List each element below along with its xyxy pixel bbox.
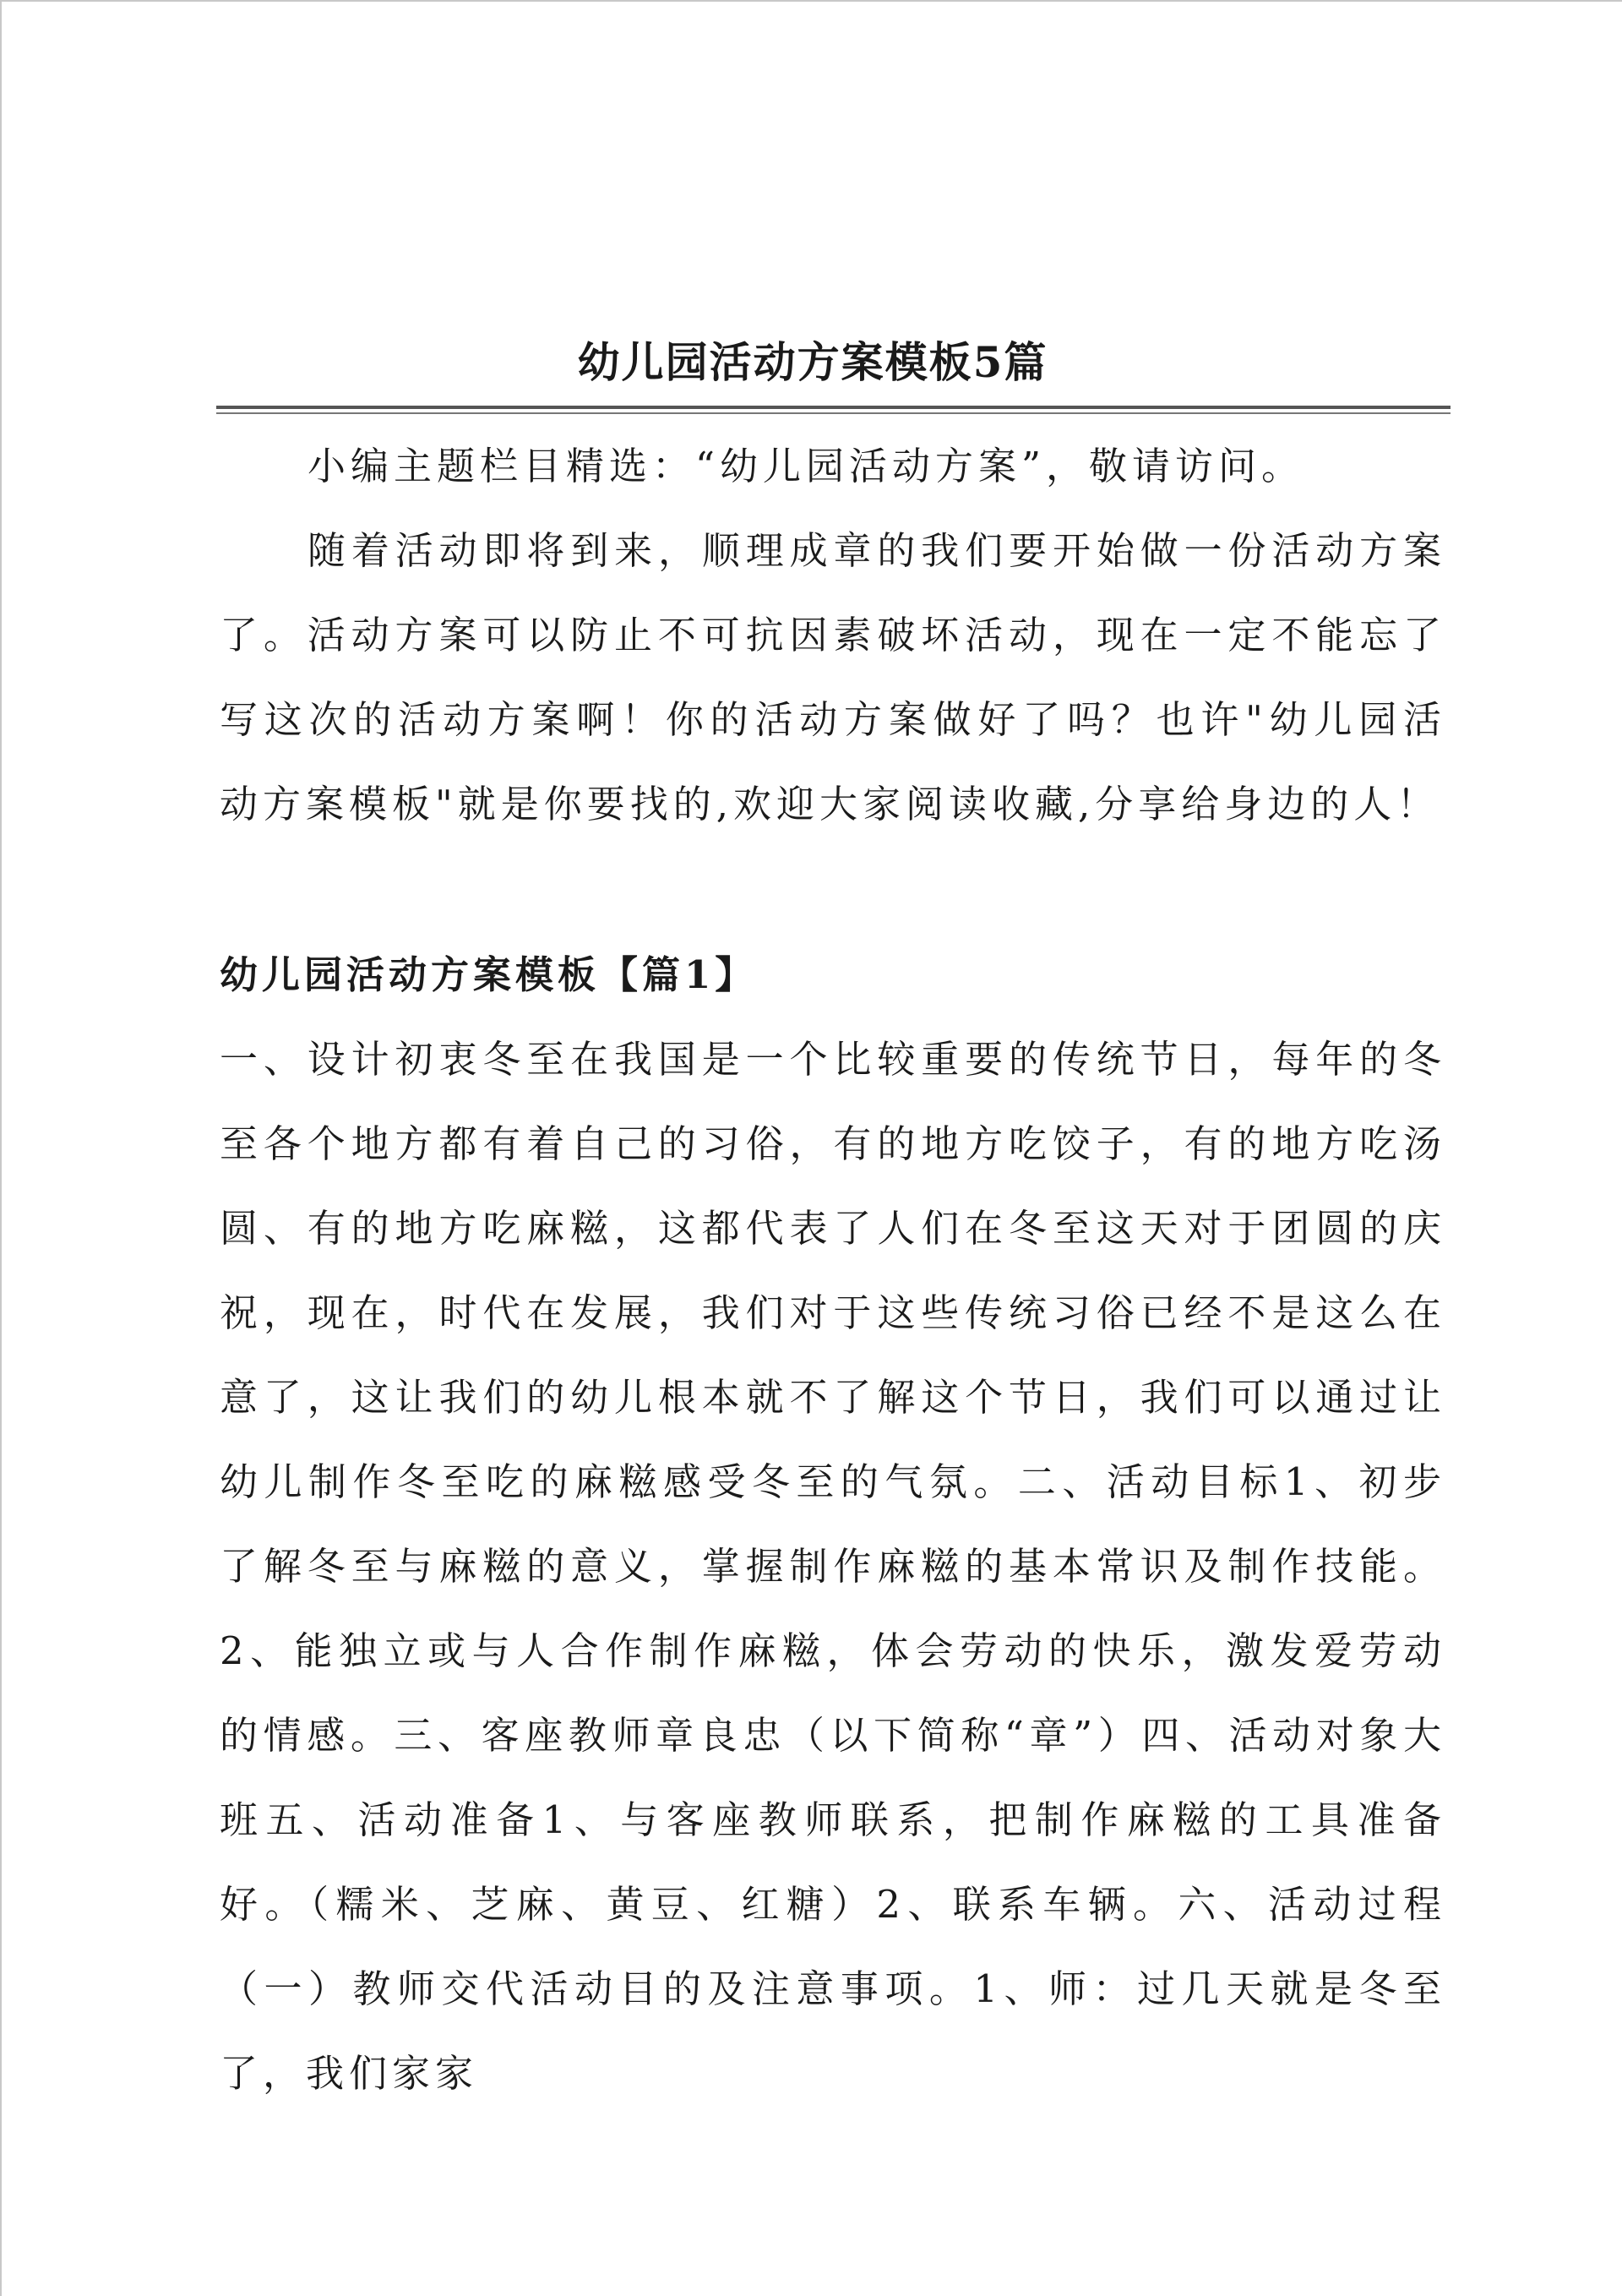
intro-paragraph-2: 随着活动即将到来，顺理成章的我们要开始做一份活动方案了。活动方案可以防止不可抗因素破坏活动，现在一定不能忘了写这次的活动方案啊！你的活动方案做好了吗？也许"幼儿园活动方案模板"就是你要找的,欢迎大家阅读收藏,分享给身边的人！ — [220, 528, 1446, 826]
body-paragraph: 一、设计初衷冬至在我国是一个比较重要的传统节日，每年的冬至各个地方都有着自己的习俗，有的地方吃饺子，有的地方吃汤圆、有的地方吃麻糍，这都代表了人们在冬至这天对于团圆的庆祝，现在，时代在发展，我们对于这些传统习俗已经不是这么在意了，这让我们的幼儿根本就不了解这个节日，我们可以通过让幼儿制作冬至吃的麻糍感受冬至的气氛。二、活动目标1、初步了解冬至与麻糍的意义，掌握制作麻糍的基本常识及制作技能。2、能独立或与人合作制作麻糍，体会劳动的快乐，激发爱劳动的情感。三、客座教师章良忠（以下简称“章”）四、活动对象大班五、活动准备1、与客座教师联系，把制作麻糍的工具准备好。（糯米、芝麻、黄豆、红糖）2、联系车辆。六、活动过程（一）教师交代活动目的及注意事项。1、师：过几天就是冬至了，我们家家 — [220, 1037, 1446, 2096]
section-heading-part-1: 幼儿园活动方案模板【篇1】 — [220, 952, 758, 997]
title-divider-thick — [216, 406, 1451, 409]
intro-section — [220, 424, 1446, 847]
section-body — [220, 1017, 1446, 2116]
document-title: 幼儿园活动方案模板5篇 — [577, 337, 1048, 387]
title-divider-thin — [216, 412, 1451, 414]
intro-paragraph-1: 小编主题栏目精选：“幼儿园活动方案”，敬请访问。 — [308, 444, 1305, 488]
